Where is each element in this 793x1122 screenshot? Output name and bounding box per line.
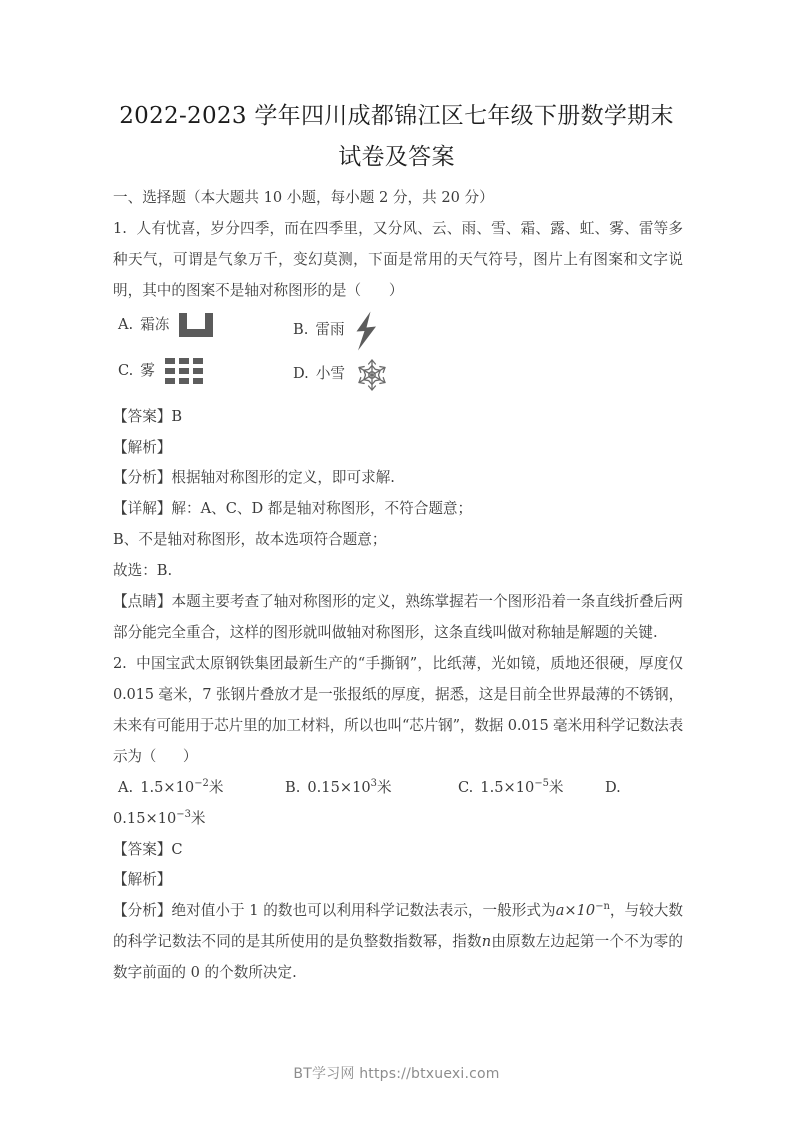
question-2-option-a[interactable] <box>118 773 223 804</box>
option-text: 霜冻 <box>140 315 170 333</box>
question-2-option-d-label[interactable] <box>605 773 621 804</box>
document-body <box>113 183 688 989</box>
option-value: $1.5\times 10^{-5}$米 <box>480 777 564 796</box>
lightning-icon <box>352 310 380 352</box>
option-text: 雷雨 <box>315 321 345 339</box>
question-1-choose: 故选：B. <box>113 562 173 580</box>
option-text: 雾 <box>140 361 155 379</box>
question-2-stem: 2. 中国宝武太原钢铁集团最新生产的“手撕钢”，比纸薄，光如镜，质地还很硬，厚度仅 0.015 毫米，7 张钢片叠放才是一张报纸的厚度，据悉，这是目前全世界最薄的不锈钢，未来有可能用于芯片里的加工材料，所以也叫“芯片钢”，数据 0.015 毫米用科学记数法表示为（ ） <box>113 654 688 765</box>
question-1-option-c[interactable] <box>118 356 203 387</box>
snowflake-icon <box>352 356 392 394</box>
option-label: D. <box>605 778 621 796</box>
question-1-option-b[interactable] <box>293 310 380 352</box>
question-1-highlight: 【点睛】本题主要考查了轴对称图形的定义，熟练掌握若一个图形沿着一条直线折叠后两部分能完全重合，这样的图形就叫做轴对称图形，这条直线叫做对称轴是解题的关键. <box>113 593 683 641</box>
option-label: A. <box>118 315 134 333</box>
analysis-prefix: 【分析】绝对值小于 1 的数也可以利用科学记数法表示，一般形式为 <box>113 902 556 920</box>
question-2-options-row-2 <box>113 804 683 835</box>
question-2-option-c[interactable] <box>458 773 564 804</box>
question-2-option-d-value[interactable] <box>113 804 206 835</box>
option-text: 小雪 <box>315 365 346 383</box>
option-label: C. <box>118 361 134 379</box>
question-2-analysis <box>113 896 683 989</box>
question-1-stem: 1. 人有忧喜，岁分四季，而在四季里，又分风、云、雨、雪、霜、露、虹、雾、雷等多种天气，可谓是气象万千，变幻莫测，下面是常用的天气符号，图片上有图案和文字说明，其中的图案不是轴对称图形的是（ ） <box>113 219 683 299</box>
question-1-answer: 【答案】B <box>113 407 183 425</box>
option-value: $1.5\times 10^{-2}$米 <box>140 777 224 796</box>
footer-watermark: BT学习网 https://btxuexi.com <box>293 1066 500 1082</box>
question-1-detail-2: B、不是轴对称图形，故本选项符合题意； <box>113 531 387 549</box>
fog-icon <box>165 358 203 384</box>
analysis-variable: n <box>481 933 492 951</box>
question-2-options-row-1 <box>113 773 683 804</box>
question-2-option-b[interactable] <box>285 773 392 804</box>
question-1-options-row-1 <box>113 310 683 356</box>
question-1-detail: 【详解】解：A、C、D 都是轴对称图形，不符合题意； <box>113 500 473 518</box>
option-label: C. <box>458 778 474 796</box>
option-label: B. <box>285 778 301 796</box>
question-1-option-a[interactable] <box>118 310 213 341</box>
analysis-formula: $a\times 10^{-n}$ <box>555 901 610 920</box>
frost-icon <box>179 313 213 337</box>
option-label: D. <box>293 365 309 383</box>
analysis-suffix: ，与较大数的科学记数法不同的是其所使用的是负整数指数幂，指数 <box>113 902 683 951</box>
question-1-options-row-2 <box>113 356 683 402</box>
section-heading: 一、选择题（本大题共 10 小题，每小题 2 分，共 20 分） <box>113 189 494 206</box>
option-label: B. <box>293 321 309 339</box>
analysis-tail: 由原数左边起第一个不为零的数字前面的 0 的个数所决定. <box>113 933 683 982</box>
option-value: $0.15\times 10^3$米 <box>307 777 392 796</box>
page-title: 2022-2023 学年四川成都锦江区七年级下册数学期末试卷及答案 <box>119 103 674 170</box>
option-label: A. <box>118 778 134 796</box>
question-2-answer: 【答案】C <box>113 840 183 858</box>
question-1-option-d[interactable] <box>293 356 392 394</box>
option-value: $0.15\times 10^{-3}$米 <box>113 808 206 827</box>
question-2-analysis-header: 【解析】 <box>113 871 172 889</box>
question-1-analysis-header: 【解析】 <box>113 438 172 456</box>
question-1-analysis: 【分析】根据轴对称图形的定义，即可求解. <box>113 469 395 487</box>
